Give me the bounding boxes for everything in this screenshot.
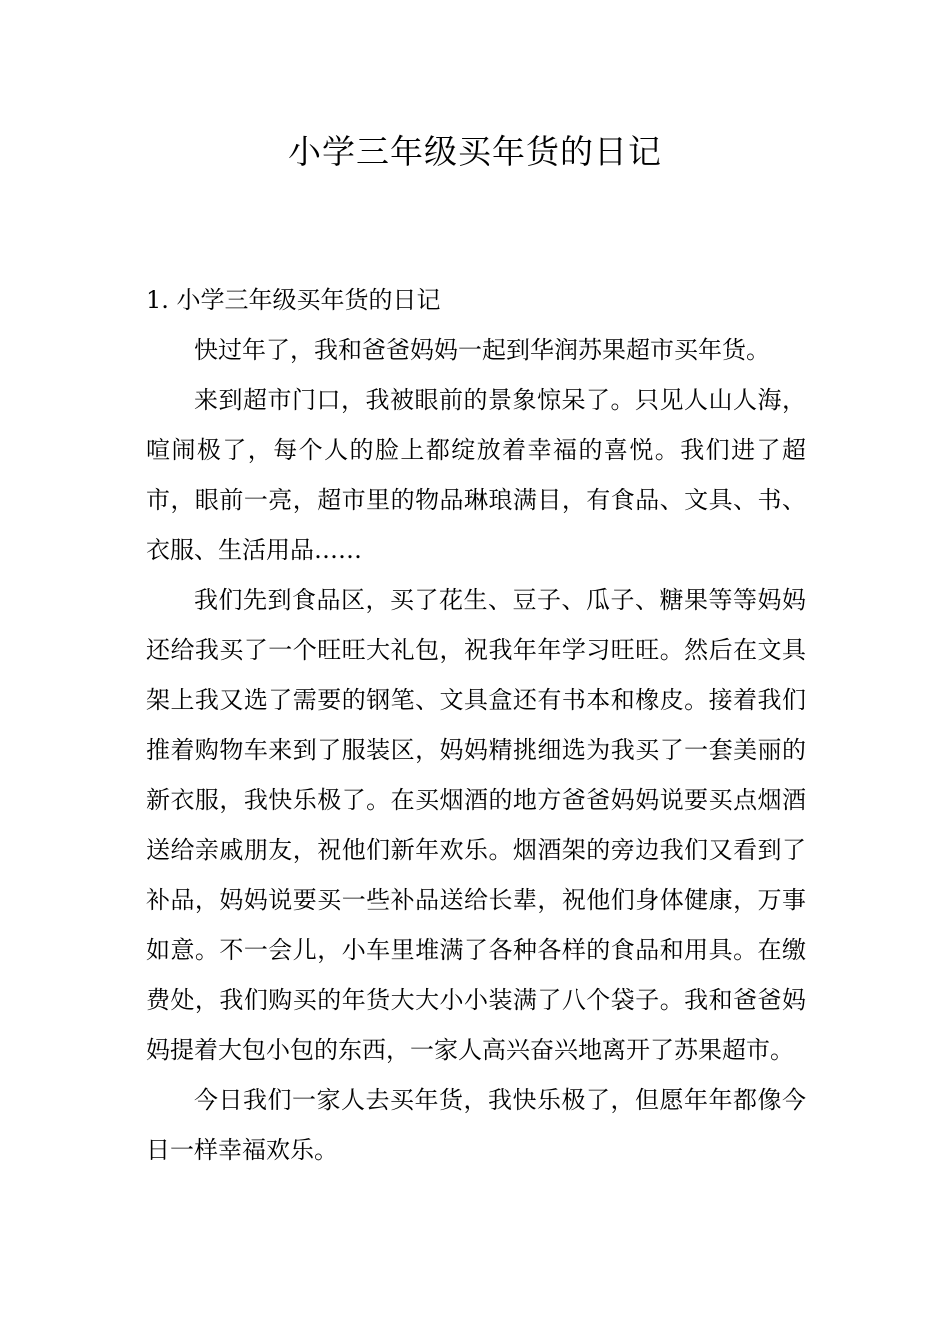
paragraph-2: 来到超市门口，我被眼前的景象惊呆了。只见人山人海，喧闹极了，每个人的脸上都绽放着幸福的喜悦。我们进了超市，眼前一亮，超市里的物品琳琅满目，有食品、文具、书、衣服、生活用品…… <box>146 386 806 564</box>
paragraph-4: 今日我们一家人去买年货，我快乐极了，但愿年年都像今日一样幸福欢乐。 <box>146 1086 806 1164</box>
section-heading: 1. 小学三年级买年货的日记 <box>146 286 441 314</box>
document-body <box>146 275 806 1175</box>
paragraph-1: 快过年了，我和爸爸妈妈一起到华润苏果超市买年货。 <box>194 336 770 364</box>
document-title: 小学三年级买年货的日记 <box>288 132 662 171</box>
paragraph-3: 我们先到食品区，买了花生、豆子、瓜子、糖果等等妈妈还给我买了一个旺旺大礼包，祝我年年学习旺旺。然后在文具架上我又选了需要的钢笔、文具盒还有书本和橡皮。接着我们推着购物车来到了服装区，妈妈精挑细选为我买了一套美丽的新衣服，我快乐极了。在买烟酒的地方爸爸妈妈说要买点烟酒送给亲戚朋友，祝他们新年欢乐。烟酒架的旁边我们又看到了补品，妈妈说要买一些补品送给长辈，祝他们身体健康，万事如意。不一会儿，小车里堆满了各种各样的食品和用具。在缴费处，我们购买的年货大大小小装满了八个袋子。我和爸爸妈妈提着大包小包的东西，一家人高兴奋兴地离开了苏果超市。 <box>146 586 806 1064</box>
